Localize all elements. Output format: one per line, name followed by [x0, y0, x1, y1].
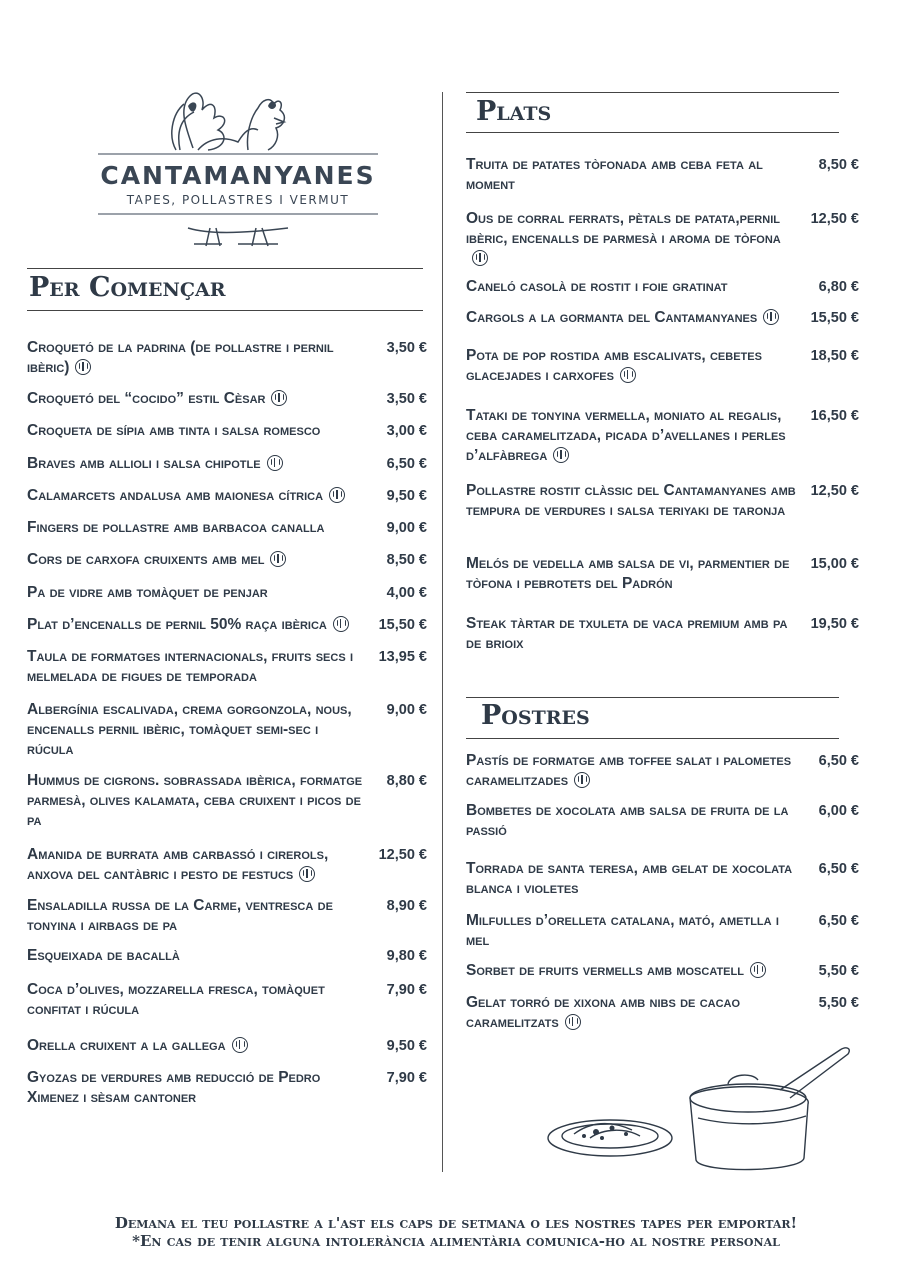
item-price: 7,90 €: [386, 1070, 427, 1086]
item-price: 12,50 €: [810, 483, 859, 499]
item-price: 19,50 €: [810, 616, 859, 632]
cookware-icon: [540, 1038, 860, 1178]
menu-item: [27, 389, 427, 409]
item-price: 13,95 €: [378, 649, 427, 665]
item-name: Caneló casolà de rostit i foie gratinat: [466, 278, 728, 295]
gluten-free-icon: [267, 455, 283, 471]
menu-item: [466, 993, 859, 1033]
menu-item: [27, 518, 427, 538]
item-name: Pota de pop rostida amb escalivats, cebetes glacejades i carxofes: [466, 347, 762, 384]
menu-item: [27, 647, 427, 687]
menu-item: [466, 406, 859, 466]
item-name: Calamarcets andalusa amb maionesa cítrica: [27, 486, 367, 506]
item-price: 3,00 €: [386, 423, 427, 439]
menu-item: [466, 911, 859, 951]
item-name: Ous de corral ferrats, pètals de patata,pernil ibèric, encenalls de parmesà i aroma de tòfona: [466, 209, 796, 269]
item-price: 8,80 €: [386, 773, 427, 789]
brand-logo: [98, 78, 378, 253]
gluten-free-icon: [574, 772, 590, 788]
item-name: Truita de patates tòfonada amb ceba feta al moment: [466, 156, 763, 193]
menu-item: [27, 338, 427, 378]
item-price: 9,00 €: [386, 520, 427, 536]
section-rule-bottom: [466, 738, 839, 739]
gluten-free-icon: [333, 616, 349, 632]
item-price: 8,90 €: [386, 898, 427, 914]
menu-item: [466, 801, 859, 841]
item-price: 3,50 €: [386, 391, 427, 407]
item-price: 3,50 €: [386, 340, 427, 356]
item-name: Gyozas de verdures amb reducció de Pedro Ximenez i sèsam cantoner: [27, 1069, 321, 1106]
section-rule-top: [466, 697, 839, 698]
menu-item: [466, 308, 859, 328]
item-name: Sorbet de fruits vermells amb moscatell: [466, 961, 796, 981]
gluten-free-icon: [763, 309, 779, 325]
item-name: Pastís de formatge amb toffee salat i palometes caramelitzades: [466, 752, 792, 789]
item-name: Cors de carxofa cruixents amb mel: [27, 550, 367, 570]
item-name: Pa de vidre amb tomàquet de penjar: [27, 584, 268, 601]
gluten-free-icon: [553, 447, 569, 463]
item-price: 9,50 €: [386, 488, 427, 504]
item-name: Fingers de pollastre amb barbacoa canalla: [27, 519, 325, 536]
menu-item: [466, 277, 859, 297]
item-price: 16,50 €: [810, 408, 859, 424]
item-price: 9,50 €: [386, 1038, 427, 1054]
menu-item: [27, 550, 427, 570]
item-price: 12,50 €: [378, 847, 427, 863]
menu-item: [27, 700, 427, 760]
item-name: Pollastre rostit clàssic del Cantamanyanes amb tempura de verdures i salsa teriyaki de taronja: [466, 482, 796, 519]
item-name: Plat d’encenalls de pernil 50% raça ibèrica: [27, 615, 367, 635]
item-price: 12,50 €: [810, 211, 859, 227]
section-title-starters: Per Començar: [29, 272, 226, 303]
menu-item: [466, 614, 859, 654]
gluten-free-icon: [270, 551, 286, 567]
item-price: 9,80 €: [386, 948, 427, 964]
menu-item: [466, 481, 859, 521]
item-name: Orella cruixent a la gallega: [27, 1036, 367, 1056]
item-price: 7,90 €: [386, 982, 427, 998]
item-name: Steak tàrtar de txuleta de vaca premium amb pa de brioix: [466, 615, 788, 652]
section-rule-bottom: [466, 132, 839, 133]
menu-item: [466, 209, 859, 269]
item-name: Cargols a la gormanta del Cantamanyanes: [466, 308, 796, 328]
item-price: 8,50 €: [386, 552, 427, 568]
menu-item: [466, 751, 859, 791]
menu-item: [27, 583, 427, 603]
item-name: Esqueixada de bacallà: [27, 947, 180, 964]
item-price: 8,50 €: [818, 157, 859, 173]
gluten-free-icon: [472, 250, 488, 266]
gluten-free-icon: [565, 1014, 581, 1030]
footer-line-takeaway: Demana el teu pollastre a l'ast els caps de setmana o les nostres tapes per emportar!: [114, 1214, 798, 1232]
item-price: 6,50 €: [818, 861, 859, 877]
item-name: Melós de vedella amb salsa de vi, parmentier de tòfona i pebrotets del Padrón: [466, 555, 790, 592]
item-price: 5,50 €: [818, 995, 859, 1011]
menu-item: [27, 421, 427, 441]
item-price: 15,50 €: [378, 617, 427, 633]
item-price: 18,50 €: [810, 348, 859, 364]
item-name: Coca d’olives, mozzarella fresca, tomàquet confitat i rúcula: [27, 981, 325, 1018]
menu-item: [27, 615, 427, 635]
item-price: 5,50 €: [818, 963, 859, 979]
brand-name: CANTAMANYANES: [100, 161, 376, 190]
menu-item: [27, 1068, 427, 1108]
item-name: Braves amb allioli i salsa chipotle: [27, 454, 367, 474]
gluten-free-icon: [75, 359, 91, 375]
gluten-free-icon: [750, 962, 766, 978]
menu-item: [27, 980, 427, 1020]
section-title-desserts: Postres: [481, 700, 590, 731]
item-name: Croquetó del “cocido” estil Cèsar: [27, 389, 367, 409]
menu-item: [466, 346, 859, 386]
item-price: 6,50 €: [818, 913, 859, 929]
footer-note: [0, 1214, 912, 1250]
section-rule-top: [466, 92, 839, 93]
item-name: Milfulles d’orelleta catalana, mató, ametlla i mel: [466, 912, 779, 949]
gluten-free-icon: [271, 390, 287, 406]
item-price: 9,00 €: [386, 702, 427, 718]
menu-item: [466, 961, 859, 981]
footer-line-allergens: *En cas de tenir alguna intolerància alimentària comunica-ho al nostre personal: [132, 1232, 780, 1250]
item-price: 15,00 €: [810, 556, 859, 572]
menu-item: [27, 486, 427, 506]
item-name: Bombetes de xocolata amb salsa de fruita de la passió: [466, 802, 789, 839]
item-name: Ensaladilla russa de la Carme, ventresca de tonyina i airbags de pa: [27, 897, 333, 934]
section-title-mains: Plats: [476, 96, 552, 127]
item-name: Taula de formatges internacionals, fruits secs i melmelada de figues de temporada: [27, 648, 354, 685]
item-name: Hummus de cigrons. sobrassada ibèrica, formatge parmesà, olives kalamata, ceba cruixent i picos de pa: [27, 772, 363, 829]
menu-item: [27, 1036, 427, 1056]
menu-item: [27, 946, 427, 966]
item-price: 6,50 €: [818, 753, 859, 769]
item-price: 15,50 €: [810, 310, 859, 326]
item-name: Croqueta de sípia amb tinta i salsa romesco: [27, 422, 321, 439]
item-name: Croquetó de la padrina (de pollastre i pernil ibèric): [27, 339, 334, 376]
menu-item: [27, 771, 427, 831]
gluten-free-icon: [232, 1037, 248, 1053]
section-rule-bottom: [27, 310, 423, 311]
item-price: 4,00 €: [386, 585, 427, 601]
menu-item: [466, 155, 859, 195]
item-name: Albergínia escalivada, crema gorgonzola, nous, encenalls pernil ibèric, tomàquet semi-sec i rúcula: [27, 701, 352, 758]
section-rule-top: [27, 268, 423, 269]
gluten-free-icon: [299, 866, 315, 882]
gluten-free-icon: [329, 487, 345, 503]
gluten-free-icon: [620, 367, 636, 383]
item-price: 6,00 €: [818, 803, 859, 819]
item-name: Amanida de burrata amb carbassó i cirerols, anxova del cantàbric i pesto de festucs: [27, 846, 329, 883]
menu-item: [466, 554, 859, 594]
menu-item: [27, 845, 427, 885]
item-price: 6,50 €: [386, 456, 427, 472]
column-divider: [442, 92, 443, 1172]
item-name: Torrada de santa teresa, amb gelat de xocolata blanca i violetes: [466, 860, 793, 897]
item-name: Gelat torró de xixona amb nibs de cacao caramelitzats: [466, 994, 741, 1031]
menu-item: [466, 859, 859, 899]
item-name: Tataki de tonyina vermella, moniato al regalis, ceba caramelitzada, picada d’avellanes i perles d’alfàbrega: [466, 407, 786, 464]
menu-item: [27, 896, 427, 936]
item-price: 6,80 €: [818, 279, 859, 295]
menu-item: [27, 454, 427, 474]
brand-tagline: TAPES, POLLASTRES I VERMUT: [126, 193, 350, 207]
